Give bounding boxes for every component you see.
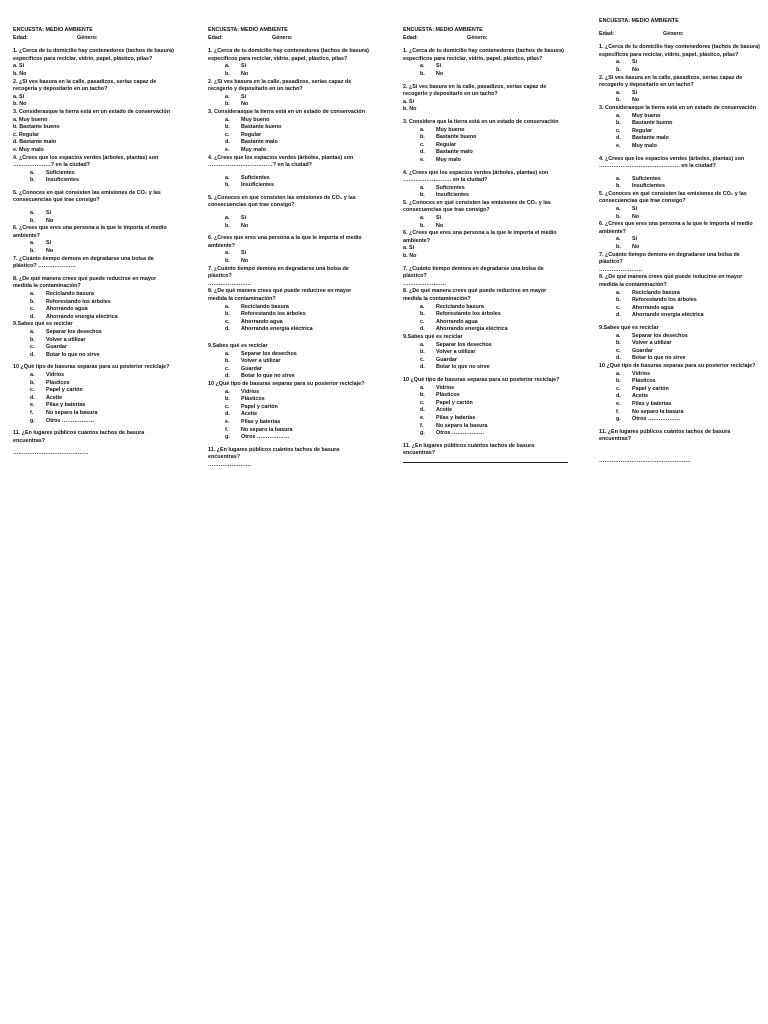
question-7: 7. ¿Cuánto tiempo demora en degradarse una bolsa de plástico? bbox=[599, 251, 740, 266]
respondent-fields bbox=[403, 35, 565, 43]
question-5: 5. ¿Conoces en qué consisten las emisiones de CO₂ y las consecuencias que trae consigo? bbox=[599, 190, 747, 205]
option-keep[interactable]: c. Guardar bbox=[225, 365, 262, 372]
question-1: 1. ¿Cerca de tu domicilio hay contenedores (tachos de basura) específicos para reciclar, vidrio, papel, plástico, pilas? bbox=[403, 48, 564, 62]
option-no[interactable]: b. No bbox=[420, 70, 444, 77]
option-yes[interactable]: a. Si bbox=[13, 63, 25, 70]
option-insufficient[interactable]: b. Insuficientes bbox=[225, 182, 274, 189]
option-no[interactable]: b. No bbox=[403, 253, 417, 260]
question-1: 1. ¿Cerca de tu domicilio hay contenedores (tachos de basura) específicos para reciclar, vidrio, papel, plástico, pilas? bbox=[599, 44, 760, 58]
question-7: 7. ¿Cuánto tiempo demora en degradarse una bolsa de plástico? bbox=[208, 265, 349, 280]
question-9: 9.Sabes qué es reciclar bbox=[599, 324, 659, 331]
option-saving-energy[interactable]: d. Ahorrando energía eléctrica bbox=[30, 313, 118, 320]
answer-blank[interactable]: …………………… bbox=[208, 461, 252, 468]
question-11: 11. ¿En lugares públicos cuántos tachos de basura encuentras? bbox=[599, 428, 731, 443]
option-paper[interactable]: c. Papel y cartón bbox=[30, 387, 83, 394]
question-8: 8. ¿De qué manera crees qué puede reducirse en mayor medida la contaminación? bbox=[208, 288, 352, 302]
question-4: 4. ¿Crees que los espacios verdes (árboles, plantas) son ……………………………………… en la ciudad? bbox=[599, 155, 745, 170]
option-throw-away[interactable]: d. Botar lo que no sirve bbox=[225, 373, 295, 380]
option-quite-good[interactable]: b. Bastante bueno bbox=[13, 124, 60, 131]
age-label: Edad: bbox=[208, 34, 223, 41]
option-yes[interactable]: a. Si bbox=[13, 93, 25, 100]
question-9: 9.Sabes qué es reciclar bbox=[13, 321, 73, 328]
question-10: 10 ¿Qué tipo de basuras separas para su posterior reciclaje? bbox=[208, 380, 365, 387]
option-regular[interactable]: c. Regular bbox=[13, 131, 40, 138]
option-sufficient[interactable]: a. Suficientes bbox=[30, 169, 75, 176]
option-plastics[interactable]: b. Plásticos bbox=[30, 379, 70, 386]
respondent-fields bbox=[13, 35, 175, 43]
option-yes[interactable]: a. Sí bbox=[30, 210, 52, 217]
option-yes[interactable]: a. Si bbox=[616, 89, 638, 96]
question-7: 7. ¿Cuánto tiempo demora en degradarse una bolsa de plástico? bbox=[403, 265, 544, 280]
option-insufficient[interactable]: b. Insuficientes bbox=[420, 192, 469, 199]
option-yes[interactable]: a. Si bbox=[420, 63, 442, 70]
survey-title: ENCUESTA: MEDIO AMBIENTE bbox=[208, 27, 288, 33]
option-others[interactable]: g. Otros ……………… bbox=[420, 430, 485, 437]
option-throw-away[interactable]: d. Botar lo que no sirve bbox=[616, 355, 686, 362]
option-reforesting[interactable]: b. Reforestando los árboles bbox=[225, 311, 306, 318]
option-very-bad[interactable]: e. Muy malo bbox=[13, 146, 44, 153]
question-8: 8. ¿De qué manera crees qué puede reducirse en mayor medida la contaminación? bbox=[13, 275, 157, 290]
option-very-bad[interactable]: e. Muy malo bbox=[420, 156, 461, 163]
option-saving-energy[interactable]: d. Ahorrando energía eléctrica bbox=[225, 326, 313, 333]
option-reforesting[interactable]: b. Reforestando los árboles bbox=[616, 297, 697, 304]
option-others[interactable]: g. Otros ……………… bbox=[616, 416, 681, 423]
option-no-separation[interactable]: f. No separo la basura bbox=[30, 409, 98, 416]
option-batteries[interactable]: e. Pilas y baterías bbox=[420, 414, 476, 421]
option-keep[interactable]: c. Guardar bbox=[420, 356, 457, 363]
question-3: 3. Considerasque la tierra está en un estado de conservación bbox=[208, 108, 365, 115]
option-no[interactable]: b. No bbox=[616, 213, 640, 220]
answer-blank[interactable]: …………………… bbox=[599, 266, 643, 273]
option-saving-water[interactable]: c. Ahorrando agua bbox=[30, 306, 88, 313]
question-1: 1. ¿Cerca de tu domicilio hay contenedores (tachos de basura) específicos para reciclar, vidrio, papel, plástico, pilas? bbox=[208, 48, 369, 62]
option-quite-bad[interactable]: d. Bastante malo bbox=[225, 139, 278, 146]
option-very-good[interactable]: a. Muy bueno bbox=[616, 112, 661, 119]
question-10: 10 ¿Qué tipo de basuras separas para su posterior reciclaje? bbox=[403, 376, 560, 383]
option-sufficient[interactable]: a. Suficientes bbox=[225, 174, 270, 181]
survey-copy-4 bbox=[599, 18, 761, 465]
option-no[interactable]: b. No bbox=[225, 222, 249, 229]
option-sufficient[interactable]: a. Suficientes bbox=[616, 175, 661, 182]
option-insufficient[interactable]: b. Insuficientes bbox=[30, 177, 79, 184]
option-very-good[interactable]: a. Muy bueno bbox=[420, 126, 465, 133]
question-9: 9.Sabes qué es reciclar bbox=[208, 342, 268, 349]
option-glass[interactable]: a. Vidrios bbox=[225, 388, 260, 395]
option-no-separation[interactable]: f. No separo la basura bbox=[420, 422, 488, 429]
option-recycling[interactable]: a. Reciclando basura bbox=[616, 289, 680, 296]
option-separate[interactable]: a. Separar los desechos bbox=[420, 341, 492, 348]
option-yes[interactable]: a. Si bbox=[225, 250, 247, 257]
option-oil[interactable]: d. Aceite bbox=[30, 394, 63, 401]
option-batteries[interactable]: e. Pilas y baterías bbox=[616, 400, 672, 407]
question-5: 5. ¿Conoces en qué consisten las emisiones de CO₂ y las consecuencias que trae consigo? bbox=[208, 194, 356, 209]
option-quite-good[interactable]: b. Bastante bueno bbox=[616, 120, 673, 127]
option-quite-bad[interactable]: d. Bastante malo bbox=[616, 135, 669, 142]
question-11: 11. ¿En lugares públicos cuántos tachos de basura encuentras? bbox=[403, 442, 535, 457]
option-others[interactable]: g. Otros ……………… bbox=[225, 434, 290, 441]
option-yes[interactable]: a. Si bbox=[30, 240, 52, 247]
age-label: Edad: bbox=[599, 30, 614, 37]
option-throw-away[interactable]: d. Botar lo que no sirve bbox=[30, 351, 100, 358]
question-2: 2. ¿Si ves basura en la calle, pasadizos, serías capaz de recogerlo y depositarlo en un tacho? bbox=[599, 74, 743, 89]
option-no-separation[interactable]: f. No separo la basura bbox=[225, 426, 293, 433]
option-no[interactable]: b. No bbox=[225, 258, 249, 265]
respondent-fields bbox=[599, 31, 761, 39]
option-yes[interactable]: a. Sí bbox=[616, 206, 638, 213]
option-no-separation[interactable]: f. No separo la basura bbox=[616, 408, 684, 415]
question-7: 7. ¿Cuánto tiempo demora en degradarse una bolsa de plástico? ………………… bbox=[13, 255, 154, 270]
option-no[interactable]: b. No bbox=[616, 97, 640, 104]
option-no[interactable]: b. No bbox=[30, 217, 54, 224]
survey-title: ENCUESTA: MEDIO AMBIENTE bbox=[403, 27, 483, 33]
option-reuse[interactable]: b. Volver a utilizar bbox=[30, 336, 86, 343]
option-others[interactable]: g. Otros ……………… bbox=[30, 417, 95, 424]
survey-copy-1 bbox=[13, 27, 175, 458]
option-regular[interactable]: c. Regular bbox=[420, 141, 457, 148]
option-plastics[interactable]: b. Plásticos bbox=[225, 396, 265, 403]
question-6: 6. ¿Crees que eres una persona a la que le importa el medio ambiente? bbox=[403, 230, 557, 244]
option-regular[interactable]: c. Regular bbox=[225, 131, 262, 138]
age-label: Edad: bbox=[13, 34, 28, 41]
option-batteries[interactable]: e. Pilas y baterías bbox=[30, 402, 86, 409]
gender-label: Género: bbox=[467, 34, 488, 41]
option-no[interactable]: b. No bbox=[13, 70, 27, 77]
option-oil[interactable]: d. Aceite bbox=[420, 407, 453, 414]
option-very-bad[interactable]: e. Muy malo bbox=[225, 146, 266, 153]
question-8: 8. ¿De qué manera crees qué puede reducirse en mayor medida la contaminación? bbox=[403, 288, 547, 302]
survey-title: ENCUESTA: MEDIO AMBIENTE bbox=[599, 18, 679, 24]
option-keep[interactable]: c. Guardar bbox=[616, 347, 653, 354]
option-oil[interactable]: d. Aceite bbox=[225, 411, 258, 418]
option-quite-bad[interactable]: d. Bastante malo bbox=[13, 139, 57, 146]
question-6: 6. ¿Crees que eres una persona a la que le importa el medio ambiente? bbox=[13, 225, 167, 239]
question-2: 2. ¿Si ves basura en la calle, pasadizos, serías capaz de recogerlo y depositarlo en un tacho? bbox=[208, 78, 352, 93]
question-11: 11. ¿En lugares públicos cuántos tachos de basura encuentras? bbox=[208, 446, 340, 461]
answer-blank[interactable]: …………………………………………… bbox=[599, 457, 691, 464]
option-no[interactable]: b. No bbox=[420, 222, 444, 229]
option-reuse[interactable]: b. Volver a utilizar bbox=[225, 358, 281, 365]
question-6: 6. ¿Crees que eres una persona a la que le importa el medio ambiente? bbox=[599, 221, 753, 235]
gender-label: Género: bbox=[272, 34, 293, 41]
question-1: 1. ¿Cerca de tu domicilio hay contenedores (tachos de basura) específicos para reciclar, vidrio, papel, plástico, pilas? bbox=[13, 48, 174, 62]
option-plastics[interactable]: b. Plásticos bbox=[616, 378, 656, 385]
option-very-good[interactable]: a. Muy bueno bbox=[225, 116, 270, 123]
age-label: Edad: bbox=[403, 34, 418, 41]
option-reuse[interactable]: b. Volver a utilizar bbox=[616, 340, 672, 347]
option-separate[interactable]: a. Separar los desechos bbox=[225, 350, 297, 357]
option-no[interactable]: b. No bbox=[403, 106, 417, 113]
survey-copy-3 bbox=[403, 27, 565, 463]
option-glass[interactable]: a. Vidrios bbox=[616, 370, 651, 377]
option-yes[interactable]: a. Si bbox=[225, 93, 247, 100]
option-very-bad[interactable]: e. Muy malo bbox=[616, 142, 657, 149]
option-no[interactable]: b. No bbox=[30, 248, 54, 255]
option-separate[interactable]: a. Separar los desechos bbox=[616, 332, 688, 339]
option-recycling[interactable]: a. Reciclando basura bbox=[30, 291, 94, 297]
question-4: 4. ¿Crees que los espacios verdes (árboles, plantas) son …………………? en la ciudad? bbox=[13, 154, 159, 169]
option-paper[interactable]: c. Papel y cartón bbox=[420, 399, 473, 406]
question-3: 3. Considerasque la tierra está en un estado de conservación bbox=[599, 104, 756, 111]
question-4: 4. ¿Crees que los espacios verdes (árboles, plantas) son ……………………… en la ciudad? bbox=[403, 169, 549, 184]
respondent-fields bbox=[208, 35, 370, 43]
option-saving-water[interactable]: c. Ahorrando agua bbox=[420, 318, 478, 325]
survey-copy-2 bbox=[208, 27, 370, 469]
option-saving-water[interactable]: c. Ahorrando agua bbox=[225, 318, 283, 325]
question-10: 10 ¿Qué tipo de basuras separas para su posterior reciclaje? bbox=[599, 362, 756, 369]
option-no[interactable]: b. No bbox=[616, 66, 640, 73]
answer-blank[interactable]: …………………… bbox=[208, 280, 252, 287]
option-reuse[interactable]: b. Volver a utilizar bbox=[420, 349, 476, 356]
option-yes[interactable]: a. Sí bbox=[420, 215, 442, 222]
question-8: 8. ¿De qué manera crees qué puede reducirse en mayor medida la contaminación? bbox=[599, 274, 743, 288]
question-9: 9.Sabes qué es reciclar bbox=[403, 333, 463, 340]
option-glass[interactable]: a. Vidrios bbox=[30, 371, 65, 378]
survey-title: ENCUESTA: MEDIO AMBIENTE bbox=[13, 27, 93, 33]
option-no[interactable]: b. No bbox=[616, 244, 640, 251]
option-paper[interactable]: c. Papel y cartón bbox=[225, 403, 278, 410]
question-11: 11. ¿En lugares públicos cuántos tachos de basura encuentras? bbox=[13, 430, 145, 444]
option-reforesting[interactable]: b. Reforestando los árboles bbox=[30, 298, 111, 305]
option-recycling[interactable]: a. Reciclando basura bbox=[225, 303, 289, 310]
option-plastics[interactable]: b. Plásticos bbox=[420, 392, 460, 399]
option-sufficient[interactable]: a. Suficientes bbox=[420, 184, 465, 191]
option-very-good[interactable]: a. Muy bueno bbox=[13, 116, 48, 123]
option-saving-water[interactable]: c. Ahorrando agua bbox=[616, 304, 674, 311]
option-oil[interactable]: d. Aceite bbox=[616, 393, 649, 400]
option-glass[interactable]: a. Vidrios bbox=[420, 384, 455, 391]
option-no[interactable]: b. No bbox=[225, 70, 249, 77]
question-3: 3. Considera que la tierra está en un estado de conservación bbox=[403, 118, 559, 125]
option-quite-bad[interactable]: d. Bastante malo bbox=[420, 149, 473, 156]
question-4: 4. ¿Crees que los espacios verdes (árboles, plantas) son ………………………………? en la ciudad? bbox=[208, 154, 354, 169]
answer-blank[interactable]: …………………… bbox=[403, 280, 447, 287]
option-yes[interactable]: a. Si bbox=[616, 59, 638, 66]
option-yes[interactable]: a. Si bbox=[403, 98, 415, 105]
answer-blank[interactable]: ………………… bbox=[38, 263, 76, 270]
question-2: 2. ¿Si ves basura en la calle, pasadizos, serías capaz de recogerla y depositarlo en un tacho? bbox=[13, 78, 157, 93]
question-2: 2. ¿Si ves basura en la calle, pasadizos, serías capaz de recogerlo y depositarlo en un tacho? bbox=[403, 83, 547, 98]
answer-blank[interactable]: …………………………………… bbox=[13, 450, 89, 457]
option-batteries[interactable]: e. Pilas y baterías bbox=[225, 418, 281, 425]
option-separate[interactable]: a. Separar los desechos bbox=[30, 328, 102, 335]
question-5: 5. ¿Conoces en qué consisten las emisiones de CO₂ y las consecuencias que trae consigo? bbox=[13, 189, 161, 204]
option-yes[interactable]: a. Si bbox=[616, 236, 638, 243]
gender-label: Género: bbox=[663, 30, 684, 37]
question-5: 5. ¿Conoces en qué consisten las emisiones de CO₂ y las consecuencias que trae consigo? bbox=[403, 199, 551, 214]
question-10: 10 ¿Qué tipo de basuras separas para su posterior reciclaje? bbox=[13, 364, 170, 371]
option-saving-energy[interactable]: d. Ahorrando energía eléctrica bbox=[616, 312, 704, 319]
option-yes[interactable]: a. Sí bbox=[225, 215, 247, 222]
question-3: 3. Considerasque la tierra está en un estado de conservación bbox=[13, 108, 170, 115]
option-regular[interactable]: c. Regular bbox=[616, 127, 653, 134]
option-no[interactable]: b. No bbox=[225, 101, 249, 108]
option-recycling[interactable]: a. Reciclando basura bbox=[420, 303, 484, 310]
option-insufficient[interactable]: b. Insuficientes bbox=[616, 183, 665, 190]
option-no[interactable]: b. No bbox=[13, 101, 27, 108]
option-paper[interactable]: c. Papel y cartón bbox=[616, 385, 669, 392]
option-throw-away[interactable]: d. Botar lo que no sirve bbox=[420, 364, 490, 371]
option-saving-energy[interactable]: d. Ahorrando energía eléctrica bbox=[420, 326, 508, 333]
question-6: 6. ¿Crees que eres una persona a la que le importa el medio ambiente? bbox=[208, 235, 362, 249]
answer-line[interactable] bbox=[403, 462, 568, 463]
option-quite-good[interactable]: b. Bastante bueno bbox=[420, 134, 477, 141]
option-yes[interactable]: a. Si bbox=[403, 245, 415, 252]
option-reforesting[interactable]: b. Reforestando los árboles bbox=[420, 311, 501, 318]
option-yes[interactable]: a. Si bbox=[225, 63, 247, 70]
option-quite-good[interactable]: b. Bastante bueno bbox=[225, 124, 282, 131]
option-keep[interactable]: c. Guardar bbox=[30, 344, 67, 351]
gender-label: Género: bbox=[77, 34, 98, 41]
